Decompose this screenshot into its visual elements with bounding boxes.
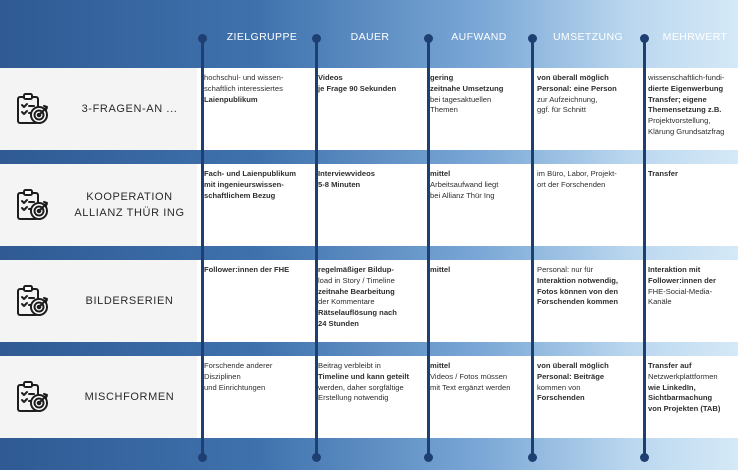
cell-mehrwert (648, 265, 716, 308)
cell-umsetzung (537, 169, 617, 191)
cell-line: Interaktion mit (648, 265, 701, 274)
cell-line: mittel (430, 169, 451, 178)
table-row (0, 164, 738, 246)
cell-line: Themen (430, 105, 458, 115)
cell-dauer (318, 169, 375, 191)
cell-line: wie LinkedIn, (648, 382, 696, 392)
cell-dauer (318, 73, 396, 95)
cell-dauer (318, 265, 397, 330)
cell-line: Follower:innen der (648, 275, 716, 285)
cell-aufwand (430, 265, 450, 276)
cell-line: ort der Forschenden (537, 179, 606, 189)
cell-line: Projektvorstellung, (648, 116, 711, 126)
cell-line: mittel (430, 361, 451, 370)
cell-line: load in Story / Timeline (318, 275, 395, 285)
header-umsetzung: UMSETZUNG (552, 31, 624, 43)
cell-line: Timeline und kann geteilt (318, 371, 409, 381)
header-zielgruppe: ZIELGRUPPE (226, 31, 298, 43)
timeline-line (531, 37, 534, 457)
cell-line: 24 Stunden (318, 318, 359, 328)
cell-line: Videos / Fotos müssen (430, 371, 508, 381)
clipboard-target-icon (14, 91, 50, 127)
cell-mehrwert (648, 169, 678, 180)
clipboard-target-icon (14, 187, 50, 223)
timeline-line (427, 37, 430, 457)
timeline-dot (528, 453, 537, 462)
timeline-dot (424, 453, 433, 462)
cell-mehrwert (648, 361, 720, 415)
cell-line: Transfer; eigene (648, 94, 707, 104)
cell-line: bei Allianz Thür Ing (430, 190, 495, 200)
row-title-line: ALLIANZ THÜR ING (74, 207, 185, 219)
cell-line: schaftlichem Bezug (204, 190, 276, 200)
cell-line: Forschende anderer (204, 361, 273, 370)
table-row (0, 260, 738, 342)
header-aufwand: AUFWAND (451, 31, 507, 43)
cell-line: Kanäle (648, 297, 672, 307)
cell-umsetzung (537, 361, 609, 404)
header-mehrwert: MEHRWERT (662, 31, 728, 43)
cell-umsetzung (537, 265, 618, 308)
cell-line: von überall möglich (537, 361, 609, 370)
row-title (62, 101, 197, 117)
cell-line: bei tagesaktuellen (430, 94, 492, 104)
row-title-line: MISCHFORMEN (84, 391, 175, 403)
row-title-line: KOOPERATION (86, 191, 173, 203)
cell-line: Themensetzung z.B. (648, 105, 722, 115)
timeline-line (315, 37, 318, 457)
table-row (0, 356, 738, 438)
cell-line: Personal: Beiträge (537, 371, 605, 381)
cell-zielgruppe (204, 73, 283, 105)
cell-line: Fotos können von den (537, 286, 618, 296)
cell-line: kommen von (537, 382, 581, 392)
timeline-dot (312, 34, 321, 43)
cell-line: Transfer (648, 169, 678, 178)
cell-line: Beitrag verbleibt in (318, 361, 381, 370)
cell-line: zeitnahe Bearbeitung (318, 286, 395, 296)
row-title-line: BILDERSERIEN (85, 295, 174, 307)
cell-line: dierte Eigenwerbung (648, 83, 724, 93)
cell-zielgruppe (204, 265, 289, 276)
cell-line: zur Aufzeichnung, (537, 94, 598, 104)
timeline-dot (198, 453, 207, 462)
cell-mehrwert (648, 73, 724, 138)
cell-line: regelmäßiger Bildup- (318, 265, 394, 274)
cell-line: je Frage 90 Sekunden (318, 83, 397, 93)
clipboard-target-icon (14, 283, 50, 319)
timeline-dot (640, 453, 649, 462)
cell-line: gering (430, 73, 454, 82)
cell-line: wissenschaftlich-fundi- (648, 73, 725, 82)
cell-dauer (318, 361, 409, 404)
cell-umsetzung (537, 73, 617, 116)
cell-line: Klärung Grundsatzfrag (648, 126, 725, 136)
cell-line: Follower:innen der FHE (204, 265, 290, 274)
timeline-line (643, 37, 646, 457)
table-row (0, 68, 738, 150)
cell-line: und Einrichtungen (204, 382, 266, 392)
cell-line: FHE-Social-Media- (648, 286, 713, 296)
cell-line: Arbeitsaufwand liegt (430, 179, 499, 189)
cell-line: Personal: eine Person (537, 83, 617, 93)
cell-line: von Projekten (TAB) (648, 404, 721, 414)
cell-line: Disziplinen (204, 371, 241, 381)
cell-line: im Büro, Labor, Projekt- (537, 169, 617, 178)
cell-line: der Kommentare (318, 297, 375, 307)
row-title-line: 3-FRAGEN-AN ... (81, 103, 178, 115)
cell-line: Interaktion notwendig, (537, 275, 618, 285)
row-title (62, 189, 197, 221)
cell-zielgruppe (204, 361, 272, 393)
cell-line: ggf. für Schnitt (537, 105, 586, 115)
cell-line: mittel (430, 265, 451, 274)
row-title (62, 293, 197, 309)
cell-line: Forschenden (537, 393, 585, 403)
clipboard-target-icon (14, 379, 50, 415)
row-title (62, 389, 197, 405)
cell-line: Netzwerkplattformen (648, 371, 718, 381)
cell-line: Videos (318, 73, 343, 82)
cell-aufwand (430, 73, 503, 116)
cell-zielgruppe (204, 169, 296, 201)
cell-line: Fach- und Laienpublikum (204, 169, 296, 178)
cell-line: mit ingenieurswissen- (204, 179, 284, 189)
timeline-dot (528, 34, 537, 43)
timeline-dot (640, 34, 649, 43)
cell-line: Laienpublikum (204, 94, 258, 104)
cell-line: Interviewvideos (318, 169, 375, 178)
cell-line: Rätselauflösung nach (318, 308, 397, 318)
header-dauer: DAUER (350, 31, 390, 43)
cell-aufwand (430, 169, 498, 201)
cell-line: Sichtbarmachung (648, 393, 713, 403)
cell-line: schaftlich interessiertes (204, 83, 283, 93)
cell-line: 5-8 Minuten (318, 179, 361, 189)
cell-line: Forschenden kommen (537, 297, 619, 307)
cell-aufwand (430, 361, 510, 393)
timeline-dot (198, 34, 207, 43)
cell-line: Erstellung notwendig (318, 393, 389, 403)
cell-line: von überall möglich (537, 73, 609, 82)
cell-line: hochschul- und wissen- (204, 73, 284, 82)
cell-line: mit Text ergänzt werden (430, 382, 511, 392)
cell-line: werden, daher sorgfältige (318, 382, 404, 392)
cell-line: zeitnahe Umsetzung (430, 83, 504, 93)
cell-line: Personal: nur für (537, 265, 594, 274)
timeline-dot (424, 34, 433, 43)
timeline-line (201, 37, 204, 457)
timeline-dot (312, 453, 321, 462)
cell-line: Transfer auf (648, 361, 692, 370)
